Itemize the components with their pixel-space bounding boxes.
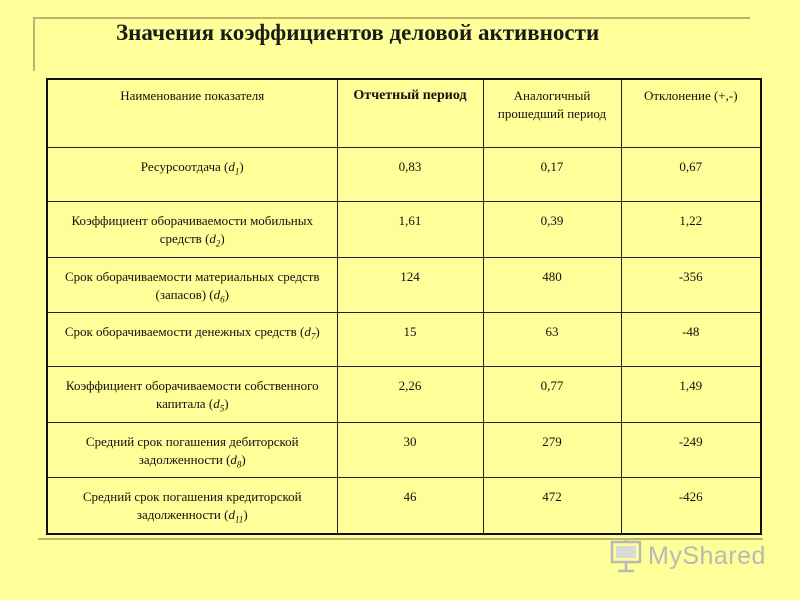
current-period-value: 15 — [337, 313, 483, 367]
indicator-name: Срок оборачиваемости материальных средств (запасов) — [64, 268, 320, 302]
previous-period-value: 279 — [483, 422, 621, 478]
slide-title: Значения коэффициентов деловой активности — [116, 20, 600, 45]
deviation-value: -249 — [621, 422, 761, 478]
table-header-row — [47, 79, 761, 148]
indicator-name: Средний срок погашения дебиторской задолженности — [85, 433, 299, 467]
watermark-logo — [608, 538, 766, 574]
current-period-value: 0,83 — [337, 148, 483, 202]
indicator-name-cell: Средний срок погашения дебиторской задолженности $(d_8)$ — [47, 422, 337, 478]
table-row — [47, 422, 761, 478]
previous-period-value: 0,39 — [483, 202, 621, 258]
table-row — [47, 148, 761, 202]
indicator-code: d — [209, 231, 216, 246]
indicator-code-subscript: 11 — [234, 514, 244, 525]
table-row — [47, 202, 761, 258]
indicator-name: Средний срок погашения кредиторской задолженности — [82, 489, 302, 523]
indicator-name-cell: Средний срок погашения кредиторской задолженности $(d_{11})$ — [47, 478, 337, 534]
deviation-value: 1,22 — [621, 202, 761, 258]
table-row — [47, 367, 761, 423]
indicator-code: d — [228, 159, 235, 174]
indicator-code-subscript: 8 — [236, 459, 242, 470]
deviation-value: -48 — [621, 313, 761, 367]
indicator-name: Ресурсоотдача — [140, 159, 221, 174]
header-previous-period: Аналогичный прошедший период — [483, 79, 621, 148]
header-indicator-name: Наименование показателя — [47, 79, 337, 148]
current-period-value: 2,26 — [337, 367, 483, 423]
indicator-code: d — [304, 324, 311, 340]
indicator-name: Коэффициент оборачиваемости собственного капитала — [65, 378, 319, 412]
indicator-code: d — [230, 451, 237, 467]
indicator-name-cell: Срок оборачиваемости материальных средств (запасов) $(d_6)$ — [47, 257, 337, 313]
indicator-code-subscript: 5 — [219, 403, 225, 414]
current-period-value: 124 — [337, 257, 483, 313]
indicator-code: d — [228, 507, 235, 523]
top-rule — [34, 17, 750, 19]
indicator-name: Срок оборачиваемости денежных средств — [64, 324, 297, 340]
deviation-value: -426 — [621, 478, 761, 534]
previous-period-value: 472 — [483, 478, 621, 534]
previous-period-value: 480 — [483, 257, 621, 313]
indicator-name: Коэффициент оборачиваемости мобильных средств — [71, 213, 313, 246]
deviation-value: 1,49 — [621, 367, 761, 423]
table-body — [47, 148, 761, 534]
indicator-name-cell: Ресурсоотдача $(d_1)$ — [47, 148, 337, 202]
left-rule — [33, 17, 35, 71]
indicator-name-cell: Коэффициент оборачиваемости мобильных средств $(d_2)$ — [47, 202, 337, 258]
previous-period-value: 63 — [483, 313, 621, 367]
indicator-code-subscript: 6 — [220, 294, 225, 305]
indicator-code: d — [213, 286, 221, 302]
deviation-value: 0,67 — [621, 148, 761, 202]
indicator-code: d — [213, 396, 220, 412]
current-period-value: 1,61 — [337, 202, 483, 258]
header-deviation: Отклонение (+,-) — [621, 79, 761, 148]
previous-period-value: 0,17 — [483, 148, 621, 202]
business-activity-table — [46, 78, 762, 535]
indicator-name-cell: Коэффициент оборачиваемости собственного капитала $(d_5)$ — [47, 367, 337, 423]
logo-text: MyShared — [648, 541, 766, 570]
current-period-value: 30 — [337, 422, 483, 478]
indicator-name-cell: Срок оборачиваемости денежных средств $(d_7)$ — [47, 313, 337, 367]
indicator-code-subscript: 7 — [310, 331, 316, 342]
table-row — [47, 478, 761, 534]
previous-period-value: 0,77 — [483, 367, 621, 423]
indicator-code-subscript: 1 — [234, 166, 240, 177]
table-row — [47, 313, 761, 367]
table-row — [47, 257, 761, 313]
deviation-value: -356 — [621, 257, 761, 313]
indicator-code-subscript: 2 — [215, 238, 221, 249]
current-period-value: 46 — [337, 478, 483, 534]
presentation-board-icon — [608, 538, 644, 574]
header-current-period: Отчетный период — [337, 79, 483, 148]
